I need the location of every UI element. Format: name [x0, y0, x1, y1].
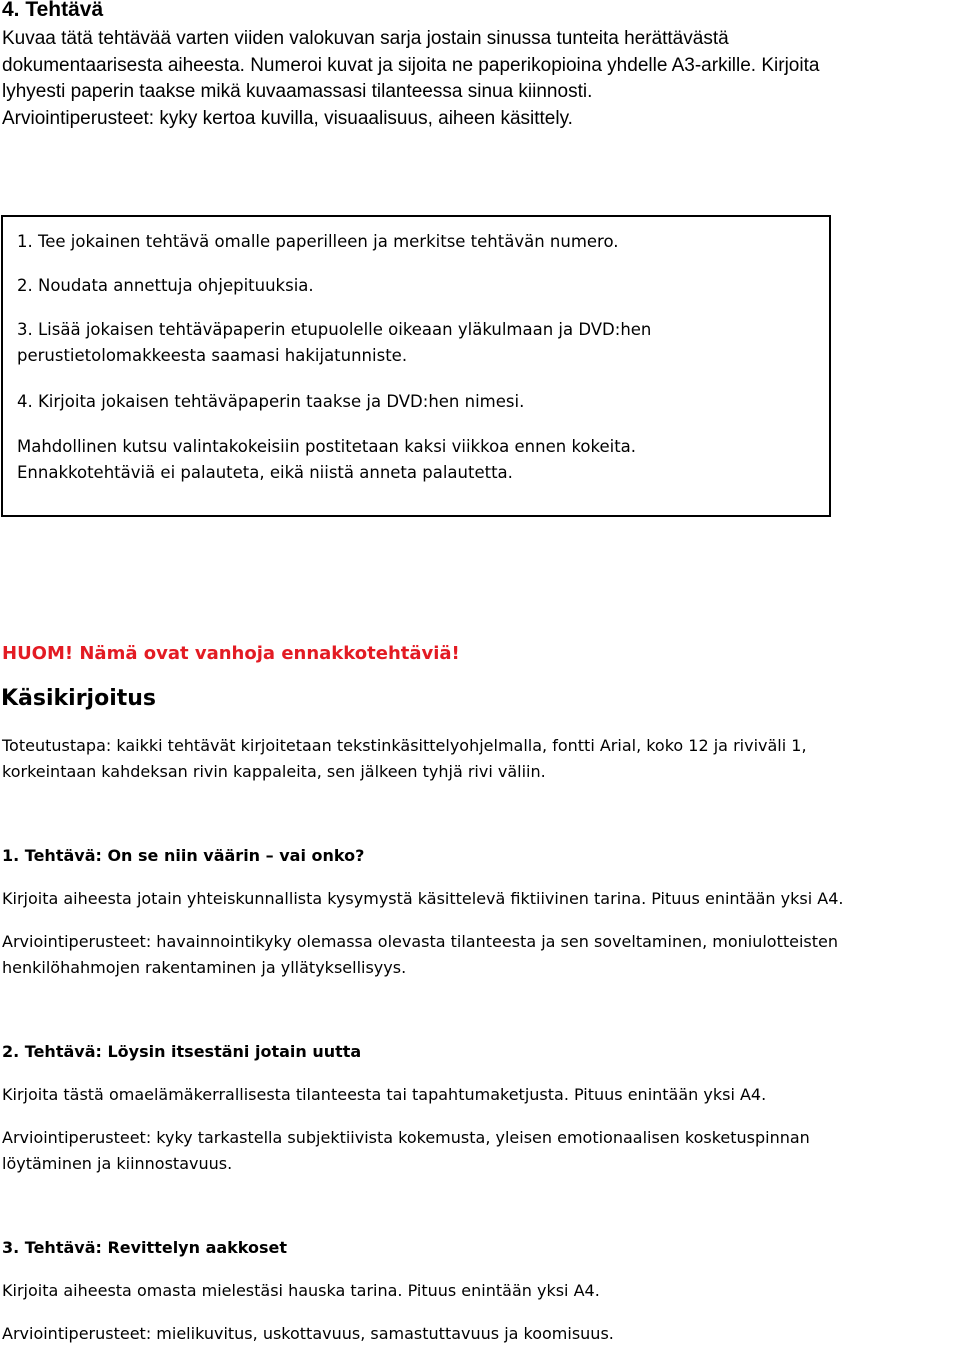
task-3-description: [2, 1278, 600, 1304]
paragraph-line: Kuvaa tätä tehtävää varten viiden valokuvan sarja jostain sinussa tunteita herättävästä: [2, 28, 729, 49]
task-2-title: 2. Tehtävä: Löysin itsestäni jotain uutta: [2, 1042, 362, 1061]
notice-text: HUOM! Nämä ovat vanhoja ennakkotehtäviä!: [2, 643, 460, 664]
paragraph-line: dokumentaarisesta aiheesta. Numeroi kuvat ja sijoita ne paperikopioina yhdelle A3-arkille. Kirjoita: [2, 54, 820, 76]
instruction-item-3-continued: perustietolomakkeesta saamasi hakijatunniste.: [17, 346, 408, 365]
instructions-box: [1, 215, 831, 517]
paragraph-line: Kirjoita aiheesta jotain yhteiskunnallista kysymystä käsittelevä fiktiivinen tarina. Pituus enintään yksi A4.: [2, 889, 844, 908]
manuscript-heading: Käsikirjoitus: [1, 686, 157, 711]
instruction-note-continued: Ennakkotehtäviä ei palauteta, eikä niistä anneta palautetta.: [17, 463, 513, 482]
paragraph-line: Arviointiperusteet: kyky tarkastella subjektiivista kokemusta, yleisen emotionaalisen kosketuspinnan: [2, 1128, 810, 1147]
section-paragraph: [2, 26, 960, 132]
paragraph-line: lyhyesti paperin taakse mikä kuvaamassasi tilanteessa sinua kiinnosti.: [2, 81, 593, 102]
paragraph-line: Kirjoita tästä omaelämäkerrallisesta tilanteesta tai tapahtumaketjusta. Pituus enintään yksi A4.: [2, 1085, 767, 1104]
paragraph-line: Kirjoita aiheesta omasta mielestäsi hauska tarina. Pituus enintään yksi A4.: [2, 1281, 600, 1300]
paragraph-line: Arviointiperusteet: mielikuvitus, uskottavuus, samastuttavuus ja koomisuus.: [2, 1324, 614, 1343]
task-2-criteria: [2, 1125, 810, 1176]
task-3-criteria: [2, 1321, 614, 1347]
section-heading: 4. Tehtävä: [2, 0, 104, 21]
paragraph-line: löytäminen ja kiinnostavuus.: [2, 1153, 233, 1173]
task-1-title: 1. Tehtävä: On se niin väärin – vai onko?: [2, 846, 365, 865]
manuscript-intro: [2, 733, 807, 784]
instruction-item-2: 2. Noudata annettuja ohjepituuksia.: [17, 276, 314, 295]
paragraph-line: korkeintaan kahdeksan rivin kappaleita, sen jälkeen tyhjä rivi väliin.: [2, 761, 546, 781]
instruction-item-4: 4. Kirjoita jokaisen tehtäväpaperin taakse ja DVD:hen nimesi.: [17, 392, 525, 411]
instruction-note: Mahdollinen kutsu valintakokeisiin postitetaan kaksi viikkoa ennen kokeita.: [17, 437, 637, 456]
task-2-description: [2, 1082, 766, 1108]
task-1-criteria: [2, 929, 838, 980]
paragraph-line: Arviointiperusteet: havainnointikyky olemassa olevasta tilanteesta ja sen soveltaminen, moniulotteisten: [2, 932, 838, 951]
instruction-item-1: 1. Tee jokainen tehtävä omalle paperilleen ja merkitse tehtävän numero.: [17, 232, 619, 251]
task-3-title: 3. Tehtävä: Revittelyn aakkoset: [2, 1238, 288, 1257]
paragraph-line: henkilöhahmojen rakentaminen ja yllätyksellisyys.: [2, 957, 407, 977]
paragraph-line: Arviointiperusteet: kyky kertoa kuvilla, visuaalisuus, aiheen käsittely.: [2, 107, 573, 129]
paragraph-line: Toteutustapa: kaikki tehtävät kirjoitetaan tekstinkäsittelyohjelmalla, fontti Arial, koko 12 ja riviväli 1,: [2, 736, 807, 755]
instruction-item-3: 3. Lisää jokaisen tehtäväpaperin etupuolelle oikeaan yläkulmaan ja DVD:hen: [17, 320, 652, 339]
task-1-description: [2, 886, 843, 912]
